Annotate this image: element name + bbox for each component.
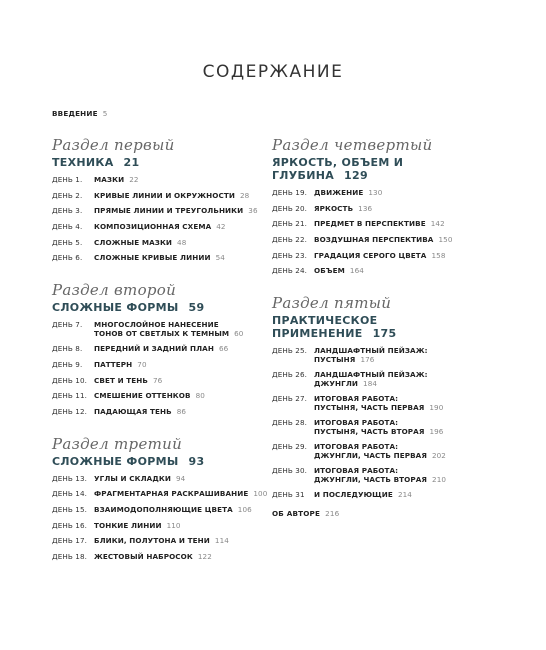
entry-title: КОМПОЗИЦИОННАЯ СХЕМА bbox=[94, 222, 212, 232]
entry-title: МАЗКИ bbox=[94, 175, 125, 184]
toc-entry[interactable] bbox=[52, 474, 282, 483]
entry-page: 22 bbox=[129, 175, 139, 184]
entry-title: ФРАГМЕНТАРНАЯ РАСКРАШИВАНИЕ bbox=[94, 489, 249, 499]
section-heading-label: ЯРКОСТЬ, ОБЪЕМ И ГЛУБИНА bbox=[272, 156, 404, 182]
entry-title: ВОЗДУШНАЯ ПЕРСПЕКТИВА bbox=[314, 235, 434, 245]
entry-title: ОБЪЕМ bbox=[314, 266, 345, 276]
entry-text-wrap bbox=[94, 206, 258, 215]
toc-entry[interactable] bbox=[52, 376, 282, 385]
toc-entry[interactable] bbox=[52, 505, 282, 514]
entry-text-wrap bbox=[314, 251, 446, 260]
entry-page: 76 bbox=[153, 375, 163, 385]
entry-day: ДЕНЬ 7. bbox=[52, 320, 83, 330]
toc-entry[interactable] bbox=[52, 489, 282, 498]
entry-title: ДВИЖЕНИЕ bbox=[314, 188, 364, 197]
entry-page: 28 bbox=[239, 190, 250, 200]
section-heading[interactable] bbox=[272, 314, 502, 340]
toc-entry[interactable] bbox=[272, 370, 502, 388]
toc-entry[interactable] bbox=[272, 235, 502, 244]
entry-text-wrap bbox=[314, 394, 443, 412]
entry-page: 106 bbox=[237, 504, 252, 514]
toc-entry[interactable] bbox=[52, 191, 282, 200]
toc-entry[interactable] bbox=[272, 466, 502, 484]
section-heading-label: ПРАКТИЧЕСКОЕ ПРИМЕНЕНИЕ bbox=[272, 314, 378, 341]
entry-text-wrap bbox=[94, 238, 186, 247]
entry-text-wrap bbox=[314, 442, 446, 460]
toc-entry[interactable] bbox=[272, 204, 502, 213]
entry-title: ПРЯМЫЕ ЛИНИИ И ТРЕУГОЛЬНИКИ bbox=[94, 206, 244, 216]
entry-day: ДЕНЬ 19. bbox=[272, 188, 308, 197]
toc-entry[interactable] bbox=[272, 346, 502, 364]
entry-page: 210 bbox=[432, 475, 447, 485]
toc-entry[interactable] bbox=[272, 394, 502, 412]
toc-entry[interactable] bbox=[272, 442, 502, 460]
entry-title: СЛОЖНЫЕ КРИВЫЕ ЛИНИИ bbox=[94, 253, 211, 263]
section-spacer bbox=[52, 269, 282, 279]
entry-page: 214 bbox=[397, 490, 412, 500]
entry-page: 100 bbox=[253, 489, 268, 499]
entry-text-wrap bbox=[314, 235, 453, 244]
entry-day: ДЕНЬ 6. bbox=[52, 253, 83, 263]
entry-text-wrap bbox=[314, 188, 382, 197]
toc-entry[interactable] bbox=[52, 344, 282, 353]
entry-title: МНОГОСЛОЙНОЕ НАНЕСЕНИЕ ТОНОВ ОТ СВЕТЛЫХ К ТЕМНЫМ bbox=[94, 320, 230, 339]
entry-title: И ПОСЛЕДУЮЩИЕ bbox=[314, 490, 393, 500]
entry-day: ДЕНЬ 4. bbox=[52, 222, 83, 232]
entry-text-wrap bbox=[314, 370, 428, 388]
entry-day: ДЕНЬ 2. bbox=[52, 190, 83, 200]
entry-day: ДЕНЬ 21. bbox=[272, 219, 308, 229]
entry-title: ИТОГОВАЯ РАБОТА: ПУСТЫНЯ, ЧАСТЬ ВТОРАЯ bbox=[314, 418, 425, 437]
entry-title: ЯРКОСТЬ bbox=[314, 203, 354, 213]
entry-day: ДЕНЬ 17. bbox=[52, 536, 88, 546]
entry-day: ДЕНЬ 5. bbox=[52, 237, 83, 247]
entry-day: ДЕНЬ 28. bbox=[272, 418, 308, 428]
entry-page: 86 bbox=[176, 406, 187, 416]
intro-entry[interactable] bbox=[52, 109, 108, 118]
entry-page: 70 bbox=[137, 359, 147, 369]
entry-title: ЖЕСТОВЫЙ НАБРОСОК bbox=[94, 552, 193, 561]
entry-text-wrap bbox=[94, 552, 212, 561]
toc-entry[interactable] bbox=[52, 222, 282, 231]
entry-title: ВЗАИМОДОПОЛНЯЮЩИЕ ЦВЕТА bbox=[94, 504, 233, 514]
entry-title: СЛОЖНЫЕ МАЗКИ bbox=[94, 237, 173, 247]
section-heading-label: ТЕХНИКА bbox=[52, 156, 114, 169]
entry-page: 130 bbox=[368, 188, 383, 197]
toc-entry[interactable] bbox=[52, 521, 282, 530]
entry-day: ДЕНЬ 14. bbox=[52, 489, 88, 499]
entry-day: ДЕНЬ 23. bbox=[272, 250, 308, 260]
entry-day: ДЕНЬ 1. bbox=[52, 175, 83, 184]
section-spacer bbox=[52, 423, 282, 433]
toc-entry[interactable] bbox=[52, 536, 282, 545]
entry-day: ДЕНЬ 13. bbox=[52, 473, 88, 483]
entry-page: 190 bbox=[429, 403, 444, 413]
entry-title: ПАТТЕРН bbox=[94, 359, 133, 369]
entry-day: ДЕНЬ 3. bbox=[52, 206, 83, 216]
entry-day: ДЕНЬ 31 bbox=[272, 490, 305, 500]
entry-title: БЛИКИ, ПОЛУТОНА И ТЕНИ bbox=[94, 536, 210, 546]
toc-entry[interactable] bbox=[52, 391, 282, 400]
section-script-title: Раздел пятый bbox=[272, 294, 392, 313]
toc-section bbox=[52, 134, 282, 262]
section-heading-label: СЛОЖНЫЕ ФОРМЫ bbox=[52, 454, 179, 468]
entry-text-wrap bbox=[94, 320, 243, 338]
section-script-title: Раздел первый bbox=[52, 136, 175, 154]
entry-page: 48 bbox=[177, 237, 187, 247]
toc-entry[interactable] bbox=[272, 219, 502, 228]
toc-entry[interactable] bbox=[52, 320, 282, 338]
entry-page: 122 bbox=[197, 552, 212, 561]
section-heading[interactable] bbox=[52, 156, 282, 169]
entry-page: 158 bbox=[431, 250, 446, 260]
entry-day: ДЕНЬ 24. bbox=[272, 266, 308, 276]
entry-text-wrap bbox=[94, 536, 229, 545]
about-label: ОБ АВТОРЕ bbox=[272, 509, 321, 519]
section-heading[interactable] bbox=[52, 301, 282, 314]
entry-page: 196 bbox=[429, 427, 444, 437]
toc-entry[interactable] bbox=[52, 175, 282, 184]
section-heading-page: 93 bbox=[188, 454, 205, 468]
entry-page: 136 bbox=[358, 203, 373, 213]
entry-text-wrap bbox=[314, 346, 428, 364]
section-script-title: Раздел третий bbox=[52, 434, 183, 453]
entry-title: УГЛЫ И СКЛАДКИ bbox=[94, 473, 171, 483]
entry-text-wrap bbox=[94, 505, 252, 514]
entry-text-wrap bbox=[94, 175, 139, 184]
entry-text-wrap bbox=[94, 489, 267, 498]
entry-text-wrap bbox=[94, 344, 228, 353]
section-spacer bbox=[272, 282, 502, 292]
entry-text-wrap bbox=[94, 253, 225, 262]
page-title: СОДЕРЖАНИЕ bbox=[202, 62, 344, 82]
toc-entry[interactable] bbox=[52, 206, 282, 215]
entry-text-wrap bbox=[94, 191, 249, 200]
section-heading[interactable] bbox=[272, 156, 502, 182]
entry-day: ДЕНЬ 22. bbox=[272, 235, 308, 245]
entry-text-wrap bbox=[314, 204, 372, 213]
toc-entry[interactable] bbox=[52, 407, 282, 416]
entry-page: 36 bbox=[248, 206, 258, 216]
entry-day: ДЕНЬ 27. bbox=[272, 394, 308, 404]
entry-text-wrap bbox=[94, 521, 181, 530]
section-script-title: Раздел четвертый bbox=[272, 136, 433, 154]
entry-title: ИТОГОВАЯ РАБОТА: ДЖУНГЛИ, ЧАСТЬ ПЕРВАЯ bbox=[314, 442, 427, 461]
entry-title: ПАДАЮЩАЯ ТЕНЬ bbox=[94, 406, 172, 416]
entry-text-wrap bbox=[94, 474, 185, 483]
entry-title: ИТОГОВАЯ РАБОТА: ПУСТЫНЯ, ЧАСТЬ ПЕРВАЯ bbox=[314, 394, 425, 413]
entry-text-wrap bbox=[94, 222, 226, 231]
entry-text-wrap bbox=[314, 266, 364, 275]
entry-title: ГРАДАЦИЯ СЕРОГО ЦВЕТА bbox=[314, 250, 427, 260]
entry-text-wrap bbox=[314, 418, 443, 436]
entry-text-wrap bbox=[94, 391, 205, 400]
entry-title: ЛАНДШАФТНЫЙ ПЕЙЗАЖ: ДЖУНГЛИ bbox=[314, 370, 428, 389]
toc-entry[interactable] bbox=[272, 251, 502, 260]
toc-entry[interactable] bbox=[52, 253, 282, 262]
entry-day: ДЕНЬ 15. bbox=[52, 504, 88, 514]
entry-day: ДЕНЬ 9. bbox=[52, 359, 83, 369]
entry-page: 202 bbox=[431, 451, 446, 461]
about-author-entry[interactable] bbox=[272, 509, 502, 518]
entry-page: 42 bbox=[216, 222, 226, 232]
toc-section bbox=[52, 433, 282, 561]
section-heading-page: 129 bbox=[344, 169, 368, 182]
entry-page: 94 bbox=[175, 473, 186, 483]
about-page: 216 bbox=[325, 509, 340, 519]
entry-day: ДЕНЬ 8. bbox=[52, 344, 83, 354]
entry-day: ДЕНЬ 26. bbox=[272, 370, 308, 380]
entry-title: ИТОГОВАЯ РАБОТА: ДЖУНГЛИ, ЧАСТЬ ВТОРАЯ bbox=[314, 466, 428, 485]
section-script-title: Раздел второй bbox=[52, 281, 177, 300]
entry-title: СМЕШЕНИЕ ОТТЕНКОВ bbox=[94, 391, 191, 401]
entry-day: ДЕНЬ 11. bbox=[52, 391, 88, 401]
section-heading-page: 21 bbox=[123, 156, 140, 169]
entry-text-wrap bbox=[314, 466, 446, 484]
toc-entry[interactable] bbox=[52, 238, 282, 247]
entry-page: 176 bbox=[360, 355, 375, 365]
entry-page: 60 bbox=[234, 329, 244, 339]
intro-label: ВВЕДЕНИЕ bbox=[52, 109, 98, 118]
toc-section bbox=[272, 134, 502, 275]
entry-page: 110 bbox=[166, 520, 181, 530]
entry-text-wrap bbox=[314, 219, 445, 228]
entry-title: ПРЕДМЕТ В ПЕРСПЕКТИВЕ bbox=[314, 219, 426, 229]
entry-title: СВЕТ И ТЕНЬ bbox=[94, 375, 148, 385]
entry-page: 114 bbox=[214, 536, 229, 546]
entry-day: ДЕНЬ 10. bbox=[52, 375, 88, 385]
entry-day: ДЕНЬ 20. bbox=[272, 203, 308, 213]
entry-page: 150 bbox=[438, 235, 453, 245]
entry-title: КРИВЫЕ ЛИНИИ И ОКРУЖНОСТИ bbox=[94, 190, 235, 200]
toc-entry[interactable] bbox=[272, 418, 502, 436]
entry-page: 184 bbox=[363, 379, 378, 389]
entry-page: 164 bbox=[349, 266, 364, 276]
section-heading-page: 175 bbox=[372, 327, 397, 341]
entry-day: ДЕНЬ 29. bbox=[272, 442, 308, 452]
toc-section bbox=[272, 292, 502, 499]
entry-day: ДЕНЬ 25. bbox=[272, 346, 308, 356]
intro-page: 5 bbox=[102, 109, 108, 118]
section-heading-page: 59 bbox=[188, 301, 205, 315]
entry-page: 66 bbox=[218, 344, 229, 354]
left-column bbox=[52, 134, 282, 568]
section-heading[interactable] bbox=[52, 455, 282, 468]
entry-text-wrap bbox=[94, 407, 186, 416]
toc-entry[interactable] bbox=[52, 360, 282, 369]
entry-page: 142 bbox=[430, 219, 445, 229]
entry-day: ДЕНЬ 16. bbox=[52, 520, 88, 530]
entry-day: ДЕНЬ 12. bbox=[52, 406, 88, 416]
entry-text-wrap bbox=[94, 360, 147, 369]
entry-title: ПЕРЕДНИЙ И ЗАДНИЙ ПЛАН bbox=[94, 344, 214, 354]
toc-entry[interactable] bbox=[272, 490, 502, 499]
toc-entry[interactable] bbox=[272, 266, 502, 275]
entry-page: 80 bbox=[195, 391, 205, 401]
entry-text-wrap bbox=[314, 490, 412, 499]
entry-title: ТОНКИЕ ЛИНИИ bbox=[94, 520, 162, 530]
entry-text-wrap bbox=[94, 376, 162, 385]
toc-entry[interactable] bbox=[52, 552, 282, 561]
toc-entry[interactable] bbox=[272, 188, 502, 197]
toc-section bbox=[52, 279, 282, 416]
section-heading-label: СЛОЖНЫЕ ФОРМЫ bbox=[52, 301, 179, 315]
entry-page: 54 bbox=[215, 253, 225, 263]
entry-day: ДЕНЬ 30. bbox=[272, 466, 308, 476]
entry-day: ДЕНЬ 18. bbox=[52, 552, 88, 561]
entry-title: ЛАНДШАФТНЫЙ ПЕЙЗАЖ: ПУСТЫНЯ bbox=[314, 346, 428, 365]
right-column bbox=[272, 134, 502, 518]
